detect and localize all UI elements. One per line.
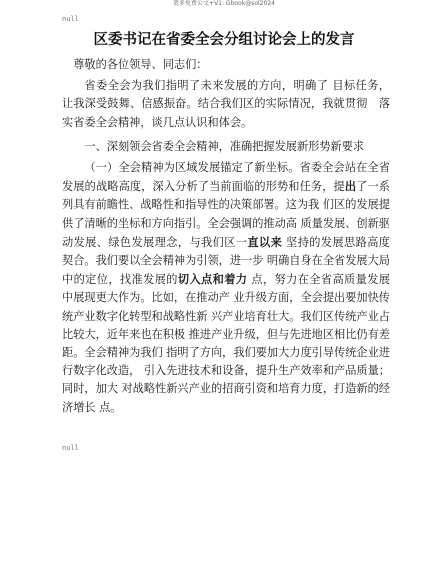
paragraph-1	[62, 159, 390, 417]
header-watermark: 更多免费公文+V1: Gbook@sol2024	[173, 0, 275, 7]
paragraph-1-bold-c: 切入点和着力	[177, 272, 248, 287]
paragraph-1-text-d: 点，努力在全省高质量发展中展现更大作为。比如，在推动产 业升级方面，全会提出要加快传统产业数字化转型和战略性新 兴产业培育壮大。我们区传统产业占比较大，近年来也在积极 推进产业升级，但与先进地区相比仍有差距。全会精神为我们 指明了方向，我们要加大力度引导传统企业进行数字化改造， 引入先进技术和设备，提升生产效率和产品质量；同时，加大 对战略性新兴产业的招商引资和培育力度，打造新的经济增长 点。	[62, 273, 390, 414]
salutation: 尊敬的各位领导、同志们：	[73, 58, 208, 71]
section-heading-1: 一、深刻领会省委全会精神，准确把握发展新形势新要求	[84, 139, 365, 153]
document-body	[62, 56, 390, 423]
paragraph-1-bold-b: 直以来	[247, 234, 283, 249]
intro-paragraph: 省委全会为我们指明了未来发展的方向，明确了 目标任务， 让我深受鼓舞、信感振奋。结合我们区的实际情况，我就贯彻 落实省委全会精神，谈几点认识和体会。	[62, 79, 390, 129]
document-title: 区委书记在省委全会分组讨论会上的发言	[93, 32, 355, 48]
paragraph-1-text-b: 了一系列具有前瞻性、战略性和指导性的决策部署。这为我 们区的发展提供了清晰的坐标和方向指引。全会强调的推动高 质量发展、创新驱动发展、绿色发展理念，与我们区一	[62, 180, 390, 249]
paragraph-1-text-a: （一）全会精神为区域发展锚定了新坐标。省委全会站在全省发展的战略高度，深入分析了当前面临的形势和任务，提	[62, 161, 390, 194]
null-marker-top: null	[62, 15, 79, 23]
null-marker-bottom: null	[62, 444, 79, 452]
paragraph-1-text-c: 坚持的发展思路高度契合。我们要以全会精神为引领，进一步 明确自身在全省发展大局中的定位，找准发展的	[62, 235, 390, 287]
paragraph-1-bold-a: 出	[344, 179, 357, 194]
